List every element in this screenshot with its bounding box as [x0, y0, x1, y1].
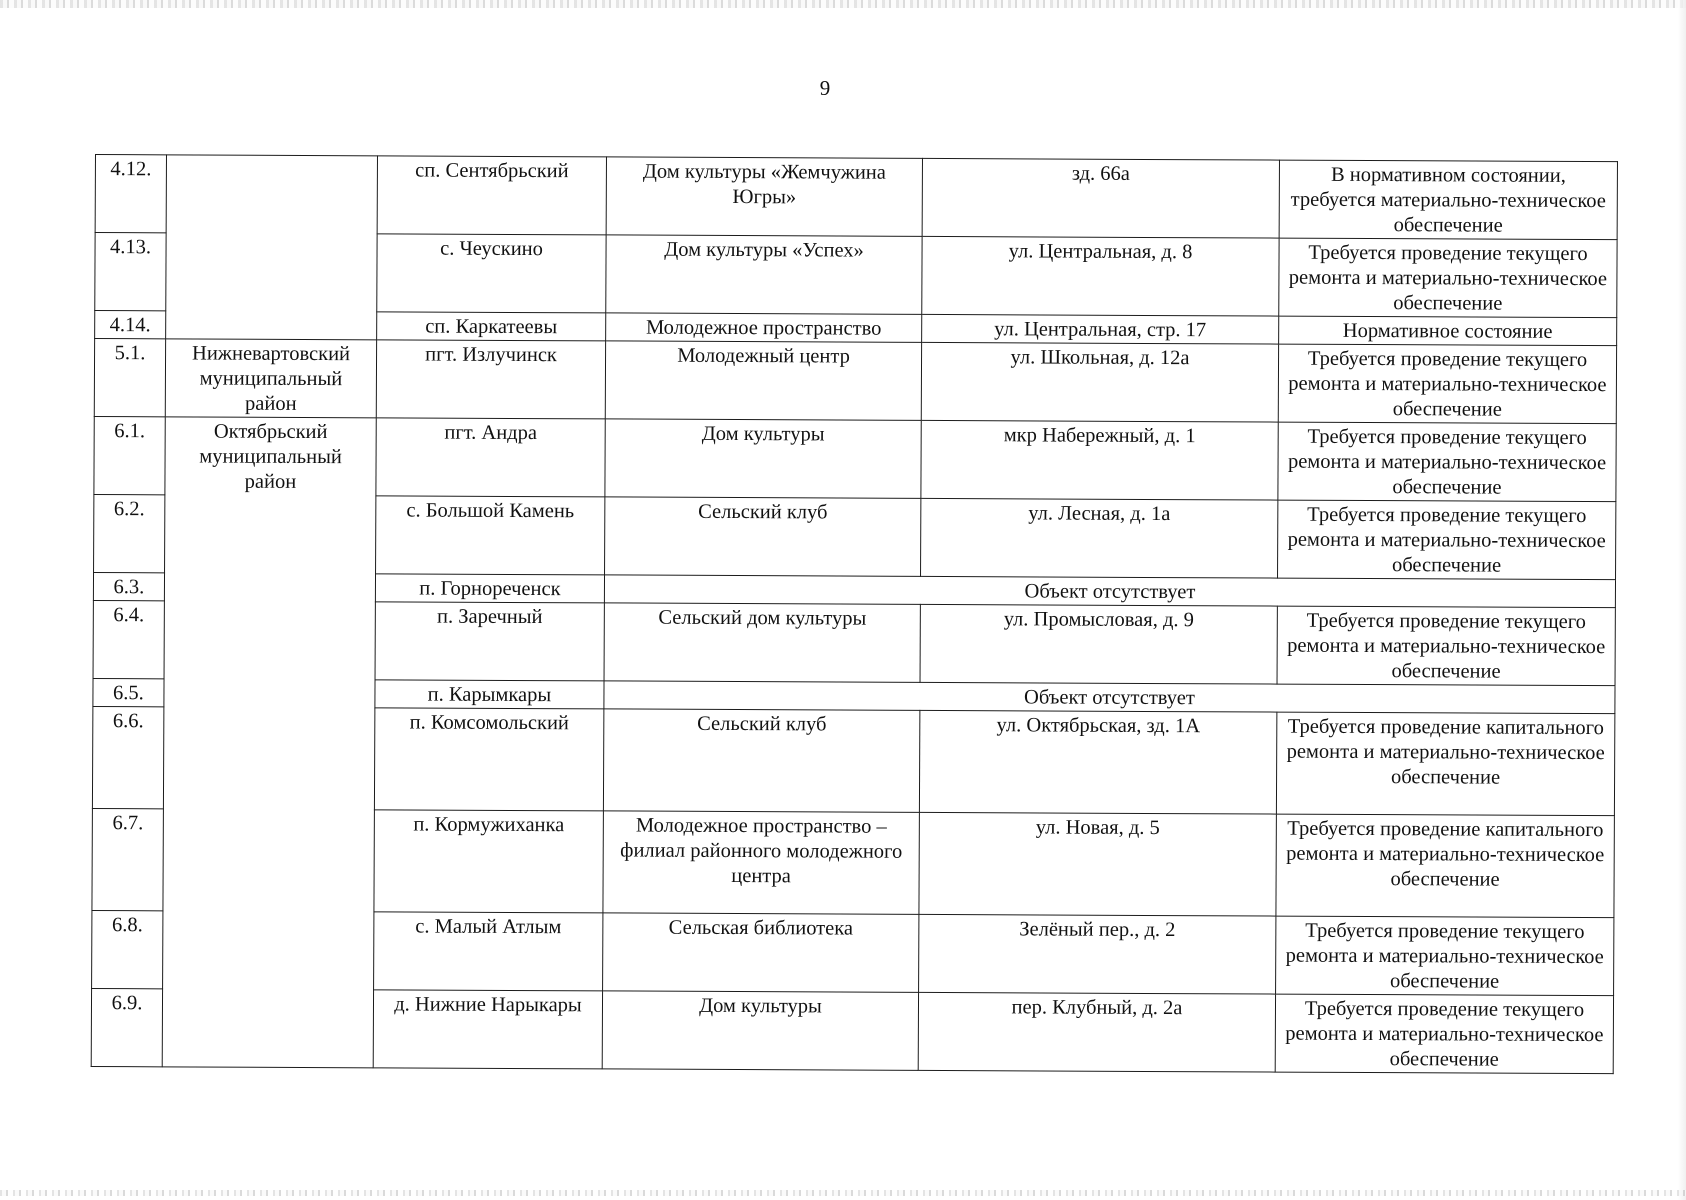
- settlement-cell: п. Кормужиханка: [374, 810, 603, 913]
- address-cell: ул. Центральная, д. 8: [922, 236, 1279, 316]
- status-cell: Требуется проведение текущего ремонта и материально-техническое обеспечение: [1279, 238, 1617, 318]
- facility-cell: Дом культуры «Успех»: [606, 235, 922, 314]
- row-number: 6.1.: [94, 416, 165, 494]
- settlement-cell: пгт. Излучинск: [376, 340, 605, 419]
- facility-cell: Дом культуры: [605, 419, 921, 498]
- facility-cell: Дом культуры «Жемчужина Югры»: [606, 157, 922, 236]
- address-cell: ул. Школьная, д. 12а: [921, 342, 1278, 422]
- settlement-cell: п. Карымкары: [375, 680, 604, 709]
- row-number: 6.3.: [93, 572, 164, 600]
- missing-object-cell: Объект отсутствует: [604, 575, 1615, 608]
- status-cell: Требуется проведение капитального ремонта и материально-техническое обеспечение: [1276, 712, 1614, 816]
- settlement-cell: пгт. Андра: [376, 418, 605, 497]
- row-number: 4.14.: [95, 311, 166, 339]
- row-number: 6.5.: [93, 678, 164, 706]
- address-cell: зд. 66а: [922, 158, 1279, 238]
- row-number: 6.6.: [92, 706, 163, 808]
- facilities-table: [91, 154, 1618, 1074]
- row-number: 6.9.: [91, 988, 162, 1066]
- status-cell: Требуется проведение текущего ремонта и материально-техническое обеспечение: [1276, 916, 1614, 996]
- row-number: 5.1.: [94, 339, 165, 417]
- status-cell: Требуется проведение текущего ремонта и материально-техническое обеспечение: [1278, 500, 1616, 580]
- status-cell: Требуется проведение текущего ремонта и материально-техническое обеспечение: [1278, 344, 1616, 424]
- district-cell: [166, 155, 378, 340]
- settlement-cell: сп. Сентябрьский: [377, 156, 606, 235]
- address-cell: ул. Промысловая, д. 9: [920, 604, 1277, 684]
- address-cell: мкр Набережный, д. 1: [921, 420, 1278, 500]
- address-cell: Зелёный пер., д. 2: [919, 914, 1276, 994]
- row-number: 4.12.: [95, 155, 166, 233]
- facility-cell: Молодежный центр: [605, 341, 921, 420]
- address-cell: ул. Лесная, д. 1а: [921, 498, 1278, 578]
- table-row: [94, 339, 1616, 424]
- district-cell: Октябрьский муниципальный район: [162, 417, 376, 1068]
- row-number: 6.7.: [92, 808, 163, 910]
- settlement-cell: п. Заречный: [375, 602, 604, 681]
- facility-cell: Сельский дом культуры: [604, 603, 920, 682]
- status-cell: Требуется проведение текущего ремонта и материально-техническое обеспечение: [1275, 994, 1613, 1074]
- scan-edge-right: [1678, 0, 1686, 1200]
- settlement-cell: д. Нижние Нарыкары: [373, 990, 602, 1069]
- table-row: [95, 155, 1617, 240]
- facility-cell: Молодежное пространство – филиал районного молодежного центра: [603, 811, 919, 914]
- scan-edge-bottom: [0, 1190, 1686, 1196]
- settlement-cell: с. Большой Камень: [376, 496, 605, 575]
- row-number: 4.13.: [95, 233, 166, 311]
- address-cell: ул. Октябрьская, зд. 1А: [919, 710, 1276, 814]
- settlement-cell: сп. Каркатеевы: [377, 312, 606, 341]
- row-number: 6.8.: [92, 910, 163, 988]
- facility-cell: Сельский клуб: [605, 497, 921, 576]
- settlement-cell: с. Чеускино: [377, 234, 606, 313]
- status-cell: В нормативном состоянии, требуется материально-техническое обеспечение: [1279, 160, 1617, 240]
- facility-cell: Молодежное пространство: [606, 313, 922, 342]
- settlement-cell: п. Комсомольский: [374, 708, 603, 811]
- facility-cell: Дом культуры: [602, 991, 918, 1070]
- status-cell: Требуется проведение капитального ремонта и материально-техническое обеспечение: [1276, 814, 1614, 918]
- page-number: 9: [819, 76, 831, 100]
- status-cell: Требуется проведение текущего ремонта и материально-техническое обеспечение: [1277, 606, 1615, 686]
- address-cell: ул. Новая, д. 5: [919, 812, 1276, 916]
- settlement-cell: с. Малый Атлым: [374, 912, 603, 991]
- address-cell: пер. Клубный, д. 2а: [918, 992, 1275, 1072]
- row-number: 6.2.: [94, 494, 165, 572]
- facility-cell: Сельская библиотека: [603, 913, 919, 992]
- district-cell: Нижневартовский муниципальный район: [165, 339, 376, 418]
- facility-cell: Сельский клуб: [603, 709, 919, 812]
- table-row: [94, 416, 1616, 501]
- status-cell: Требуется проведение текущего ремонта и материально-техническое обеспечение: [1278, 422, 1616, 502]
- status-cell: Нормативное состояние: [1279, 316, 1617, 346]
- address-cell: ул. Центральная, стр. 17: [922, 314, 1279, 344]
- row-number: 6.4.: [93, 600, 164, 678]
- scan-edge-top: [0, 0, 1686, 8]
- missing-object-cell: Объект отсутствует: [604, 681, 1615, 714]
- settlement-cell: п. Горнореченск: [375, 574, 604, 603]
